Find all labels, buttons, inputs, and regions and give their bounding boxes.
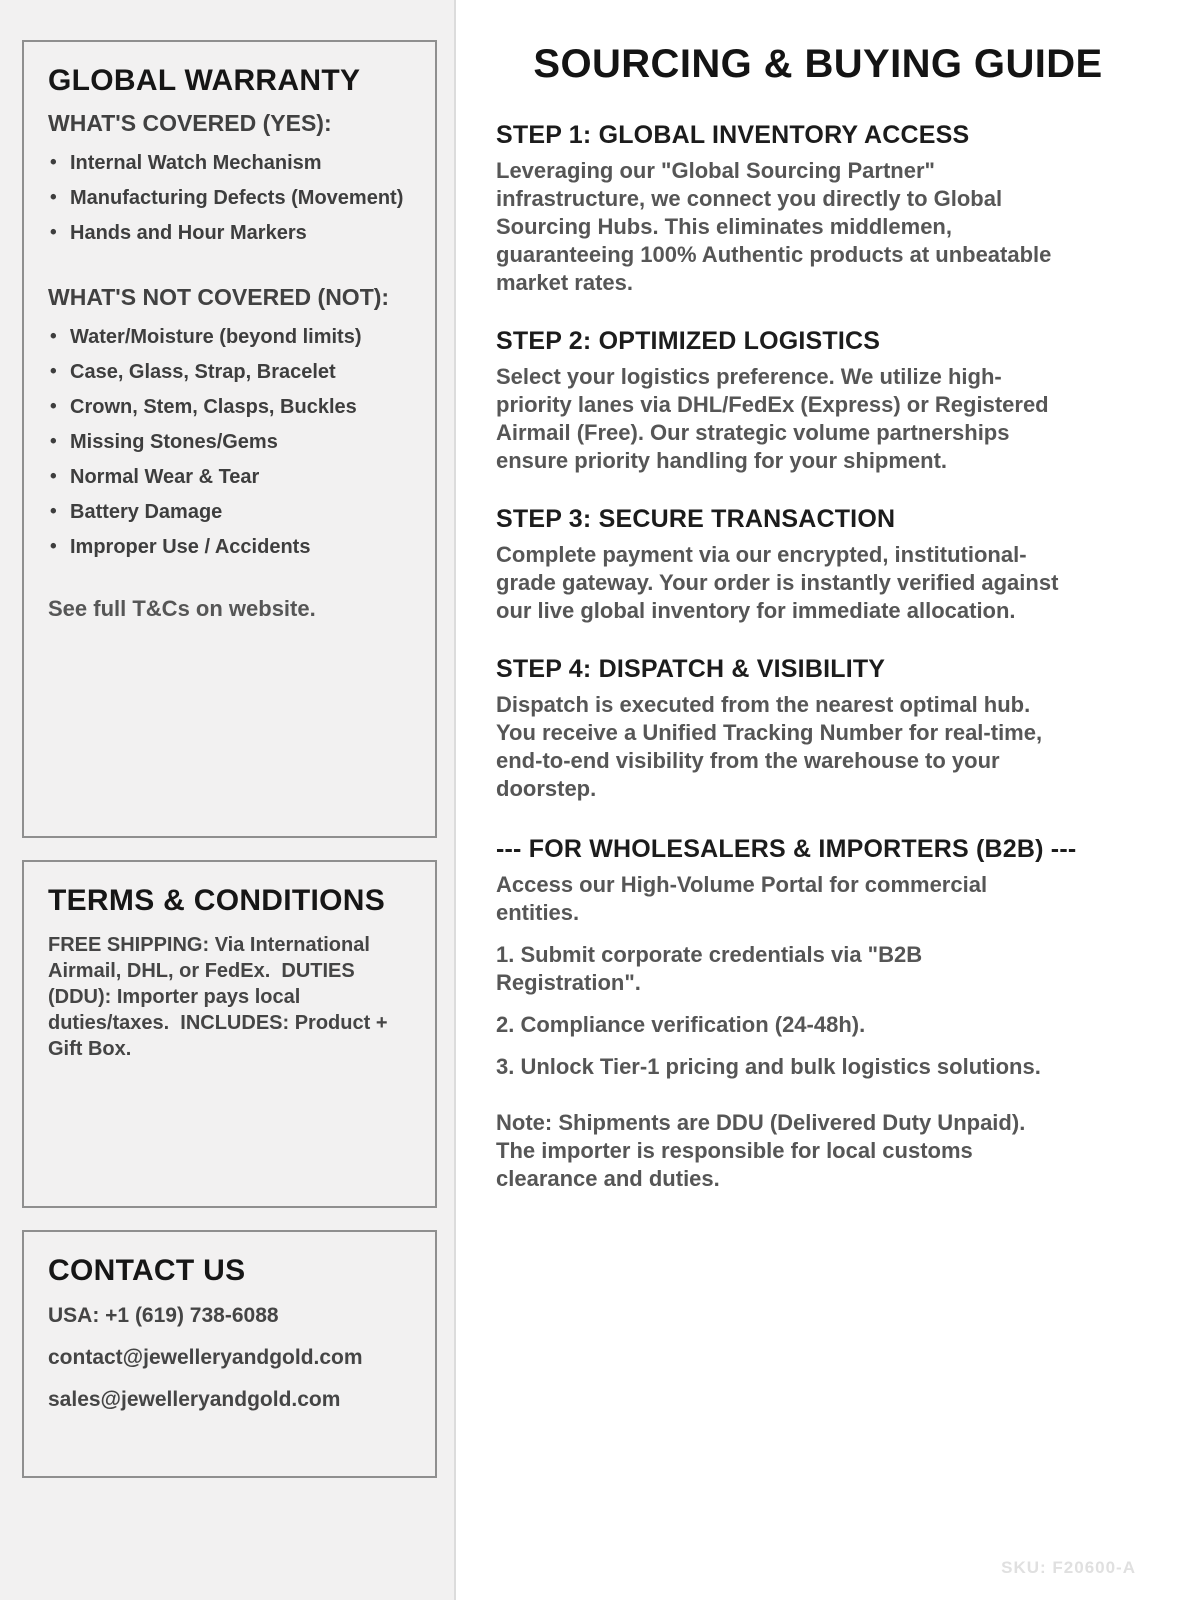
page-title: SOURCING & BUYING GUIDE bbox=[533, 42, 1103, 86]
terms-body: FREE SHIPPING: Via International Airmail, DHL, or FedEx. DUTIES (DDU): Importer pays local duties/taxes. INCLUDES: Product + Gift Box. bbox=[48, 934, 394, 1060]
info-sidebar bbox=[0, 0, 456, 1600]
step-3-body: Complete payment via our encrypted, institutional-grade gateway. Your order is instantly verified against our live global inventory for immediate allocation. bbox=[496, 542, 1059, 623]
b2b-item-3: 3. Unlock Tier-1 pricing and bulk logistics solutions. bbox=[496, 1054, 1041, 1079]
step-4-section bbox=[496, 655, 1140, 803]
step-3-heading: STEP 3: SECURE TRANSACTION bbox=[496, 505, 896, 533]
list-item: • Water/Moisture (beyond limits) bbox=[48, 327, 411, 348]
step-4-heading: STEP 4: DISPATCH & VISIBILITY bbox=[496, 655, 886, 683]
contact-email: contact@jewelleryandgold.com bbox=[48, 1346, 363, 1369]
step-2-body: Select your logistics preference. We utilize high-priority lanes via DHL/FedEx (Express) or Registered Airmail (Free). Our strategic volume partnerships ensure priority handling for your shipment. bbox=[496, 364, 1049, 473]
terms-title: TERMS & CONDITIONS bbox=[48, 884, 386, 917]
terms-panel bbox=[22, 860, 437, 1208]
step-4-body: Dispatch is executed from the nearest optimal hub. You receive a Unified Tracking Number for real-time, end-to-end visibility from the warehouse to your doorstep. bbox=[496, 692, 1043, 801]
step-2-section bbox=[496, 327, 1140, 475]
step-1-body: Leveraging our "Global Sourcing Partner" infrastructure, we connect you directly to Global Sourcing Hubs. This eliminates middlemen, guaranteeing 100% Authentic products at unbeatable market rates. bbox=[496, 158, 1052, 295]
step-3-section bbox=[496, 505, 1140, 625]
step-1-section bbox=[496, 121, 1140, 297]
b2b-note: Note: Shipments are DDU (Delivered Duty Unpaid). The importer is responsible for local customs clearance and duties. bbox=[496, 1110, 1026, 1191]
contact-phone: USA: +1 (619) 738-6088 bbox=[48, 1304, 279, 1327]
list-item: • Improper Use / Accidents bbox=[48, 537, 411, 558]
list-item: • Manufacturing Defects (Movement) bbox=[48, 188, 411, 209]
b2b-item-1: 1. Submit corporate credentials via "B2B Registration". bbox=[496, 942, 923, 995]
list-item: • Case, Glass, Strap, Bracelet bbox=[48, 362, 411, 383]
list-item: • Normal Wear & Tear bbox=[48, 467, 411, 488]
list-item: • Missing Stones/Gems bbox=[48, 432, 411, 453]
list-item: • Crown, Stem, Clasps, Buckles bbox=[48, 397, 411, 418]
warranty-covered-list bbox=[48, 153, 411, 244]
list-item: • Hands and Hour Markers bbox=[48, 223, 411, 244]
warranty-footnote: See full T&Cs on website. bbox=[48, 596, 316, 621]
b2b-heading: --- FOR WHOLESALERS & IMPORTERS (B2B) --- bbox=[496, 835, 1077, 863]
list-item: • Battery Damage bbox=[48, 502, 411, 523]
b2b-intro: Access our High-Volume Portal for commercial entities. bbox=[496, 872, 988, 925]
b2b-item-2: 2. Compliance verification (24-48h). bbox=[496, 1012, 866, 1037]
b2b-section bbox=[496, 835, 1140, 1193]
warranty-covered-heading: WHAT'S COVERED (YES): bbox=[48, 110, 332, 136]
sourcing-guide-main bbox=[458, 0, 1200, 1600]
step-2-heading: STEP 2: OPTIMIZED LOGISTICS bbox=[496, 327, 881, 355]
contact-title: CONTACT US bbox=[48, 1254, 246, 1287]
step-1-heading: STEP 1: GLOBAL INVENTORY ACCESS bbox=[496, 121, 970, 149]
warranty-not-covered-heading: WHAT'S NOT COVERED (NOT): bbox=[48, 284, 390, 310]
warranty-not-covered-list bbox=[48, 327, 411, 558]
warranty-title: GLOBAL WARRANTY bbox=[48, 64, 361, 97]
global-warranty-panel bbox=[22, 40, 437, 838]
sku-label: SKU: F20600-A bbox=[1001, 1558, 1136, 1577]
sales-email: sales@jewelleryandgold.com bbox=[48, 1388, 341, 1411]
contact-panel bbox=[22, 1230, 437, 1478]
list-item: • Internal Watch Mechanism bbox=[48, 153, 411, 174]
